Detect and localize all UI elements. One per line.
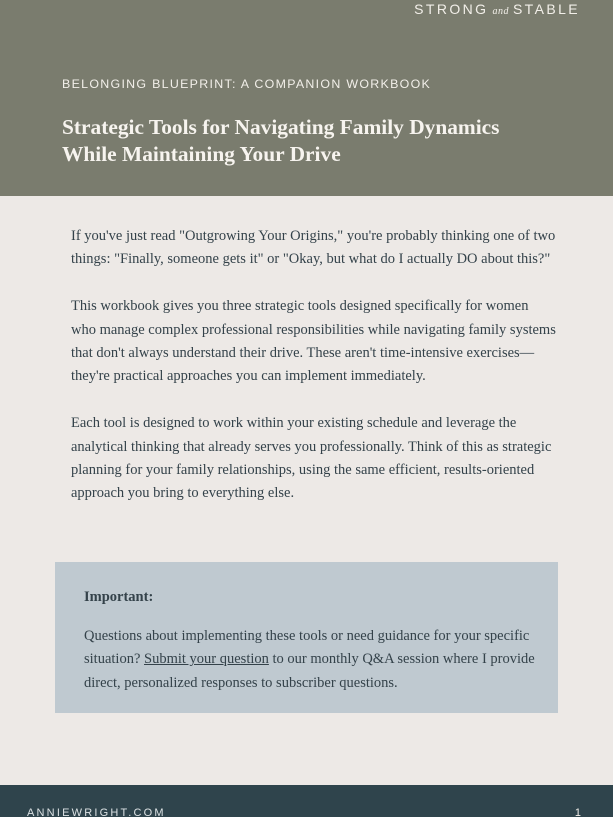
callout-text-before: Questions about implementing these tools or need guidance for your specific situation? [84,628,530,668]
footer-website: ANNIEWRIGHT.COM [27,807,166,817]
intro-paragraph-2: This workbook gives you three strategic tools designed specifically for women who manage complex professional responsibilities while navigating family systems that don't always understand their drive. These aren't time-intensive exercises—they're practical approaches you can implement immediately. [71,298,556,385]
intro-body [71,225,556,529]
workbook-eyebrow: BELONGING BLUEPRINT: A COMPANION WORKBOOK [62,77,432,91]
page-footer [0,785,613,817]
submit-question-link[interactable]: Submit your question [144,651,269,668]
title-line-2: While Maintaining Your Drive [62,142,341,166]
title-line-1: Strategic Tools for Navigating Family Dynamics [62,115,500,139]
important-callout [55,562,558,713]
brand-word-stable: STABLE [512,1,580,17]
brand-word-and: and [492,6,509,17]
page-header [0,0,613,196]
intro-paragraph-1: If you've just read "Outgrowing Your Origins," you're probably thinking one of two things: "Finally, someone gets it" or "Okay, but what do I actually DO about this?" [71,228,556,268]
callout-text-after: to our monthly Q&A session where I provide direct, personalized responses to subscriber questions. [84,651,535,691]
callout-text [84,625,536,695]
brand-logo [414,1,580,17]
intro-paragraph-3: Each tool is designed to work within your existing schedule and leverage the analytical thinking that already serves you professionally. Think of this as strategic planning for your family relationships, using the same efficient, results-oriented approach you bring to everything else. [71,415,552,502]
page-title [62,114,582,168]
callout-heading: Important: [84,589,154,605]
brand-word-strong: STRONG [414,1,489,17]
page-number: 1 [574,807,581,817]
